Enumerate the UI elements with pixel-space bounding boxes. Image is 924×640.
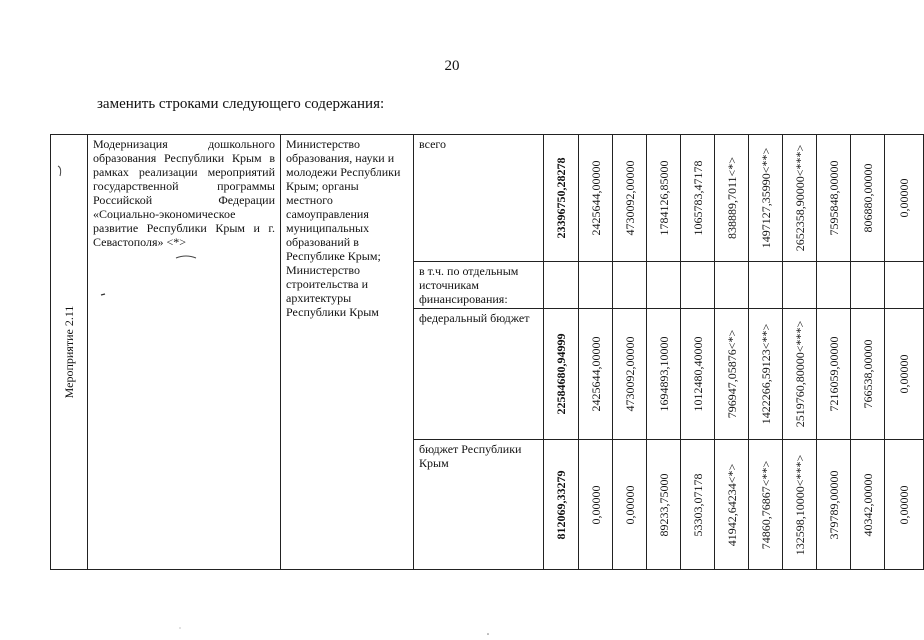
- year-value: 1784126,85000: [656, 160, 671, 236]
- year-value: 838889,7011<*>: [724, 156, 739, 240]
- year-value: 89233,75000: [656, 473, 671, 536]
- source-label: в т.ч. по отдельным источникам финансирования:: [414, 262, 544, 309]
- year-value: 379789,00000: [826, 470, 841, 539]
- year-value: 40342,00000: [860, 473, 875, 536]
- year-value: 132598,10000<***>: [792, 454, 807, 555]
- year-value: 1694893,10000: [656, 336, 671, 412]
- year-value: 2652358,90000<***>: [792, 144, 807, 252]
- year-value: 7595848,00000: [826, 160, 841, 236]
- total-value: 23396750,28278: [554, 157, 568, 239]
- year-value: 0,00000: [897, 178, 911, 218]
- year-value: 0,00000: [897, 485, 911, 524]
- year-value: 2519760,80000<***>: [792, 320, 807, 428]
- total-value: 22584680,94999: [554, 333, 568, 415]
- year-value: 7216059,00000: [826, 336, 841, 412]
- year-value: 1497127,35990<**>: [758, 147, 773, 249]
- activity-label: Мероприятие 2.11: [62, 305, 76, 399]
- year-value: 1422266,59123<**>: [758, 323, 773, 425]
- year-value: 4730092,00000: [622, 336, 637, 412]
- intro-text: заменить строками следующего содержания:: [97, 96, 385, 112]
- year-value: 766538,00000: [860, 339, 875, 409]
- year-value: 0,00000: [897, 354, 911, 394]
- activity-label-cell: [51, 135, 88, 570]
- year-value: 0,00000: [622, 485, 637, 524]
- year-value: 53303,07178: [690, 473, 705, 536]
- year-value: 4730092,00000: [622, 160, 637, 236]
- source-label: всего: [414, 135, 544, 262]
- page-number: 20: [444, 58, 460, 74]
- year-value: 806880,00000: [860, 163, 875, 233]
- year-value: 1065783,47178: [690, 160, 705, 236]
- executors: Министерство образования, науки и молодежи Республики Крым; органы местного самоуправления муниципальных образований в Республике Крым; Министерство строительства и архитектуры Республики Крым: [281, 135, 414, 570]
- source-label: бюджет Республики Крым: [414, 440, 544, 570]
- program-table: [50, 134, 924, 570]
- year-value: 2425644,00000: [588, 160, 603, 236]
- year-value: 74860,76867<**>: [758, 460, 773, 549]
- year-value: 2425644,00000: [588, 336, 603, 412]
- year-value: 796947,05876<*>: [724, 329, 739, 419]
- total-value: 812069,33279: [554, 470, 568, 539]
- activity-name: Модернизация дошкольного образования Республики Крым в рамках реализации мероприятий государственной программы Российской Федерации «Социально-экономическое развитие Республики Крым и г. Севастополя» <*>: [88, 135, 281, 570]
- table-row-total: [51, 135, 924, 262]
- source-label: федеральный бюджет: [414, 309, 544, 440]
- year-value: 0,00000: [588, 485, 603, 524]
- year-value: 41942,64234<*>: [724, 463, 739, 546]
- year-value: 1012480,40000: [690, 336, 705, 412]
